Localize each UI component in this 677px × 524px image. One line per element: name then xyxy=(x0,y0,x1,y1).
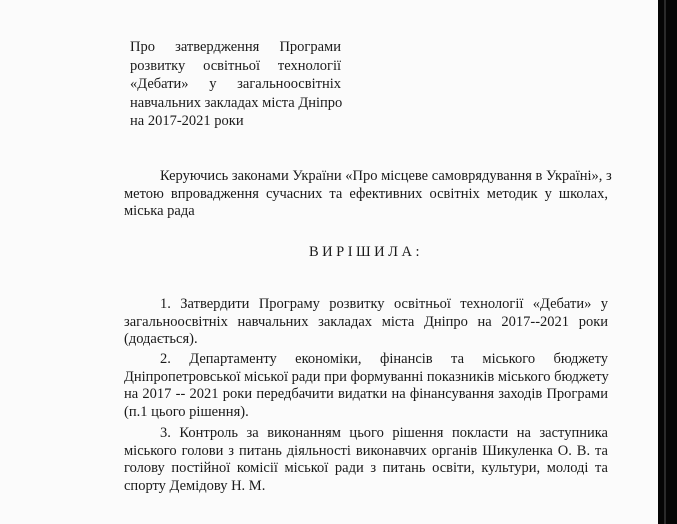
preamble-paragraph xyxy=(124,168,612,221)
item-line: (п.1 цього рішення). xyxy=(124,403,249,420)
title-line: розвитку освітньої технології xyxy=(130,57,341,74)
resolution-item-3 xyxy=(124,425,608,495)
scan-border xyxy=(658,0,677,524)
title-line: на 2017-2021 роки xyxy=(130,113,244,129)
resolution-item-1 xyxy=(124,296,608,349)
item-line: голову постійної комісії міської ради з питань освіти, культури, молоді та xyxy=(124,460,608,476)
item-line: 3. Контроль за виконанням цього рішення покласти на заступника xyxy=(160,425,608,441)
preamble-line: міська рада xyxy=(124,203,195,219)
resolution-title xyxy=(130,38,341,131)
item-line: на 2017 -- 2021 роки передбачити видатки на фінансування заходів Програми xyxy=(124,386,608,402)
title-line: навчальних закладах міста Дніпро xyxy=(130,94,343,111)
scan-edge-line xyxy=(664,0,666,524)
resolution-item-2 xyxy=(124,351,608,421)
preamble-line: метою впровадження сучасних та ефективних освітніх методик у школах, xyxy=(124,185,608,202)
title-line: «Дебати» у загальноосвітніх xyxy=(130,76,341,92)
decision-heading: ВИРІШИЛА: xyxy=(309,244,423,260)
title-line: Про затвердження Програми xyxy=(130,39,341,55)
item-line: спорту Демідову Н. М. xyxy=(124,477,266,494)
preamble-line: Керуючись законами України «Про місцеве самоврядування в Україні», з xyxy=(160,168,612,184)
item-line: 2. Департаменту економіки, фінансів та міського бюджету xyxy=(160,351,608,367)
item-line: 1. Затвердити Програму розвитку освітньої технології «Дебати» у xyxy=(160,296,608,312)
item-line: Дніпропетровської міської ради при формуванні показників міського бюджету xyxy=(124,368,609,385)
item-line: загальноосвітніх навчальних закладах міста Дніпро на 2017--2021 роки xyxy=(124,313,608,330)
item-line: міського голови з питань діяльності виконавчих органів Шикуленка О. В. та xyxy=(124,442,608,459)
item-line: (додається). xyxy=(124,331,198,347)
